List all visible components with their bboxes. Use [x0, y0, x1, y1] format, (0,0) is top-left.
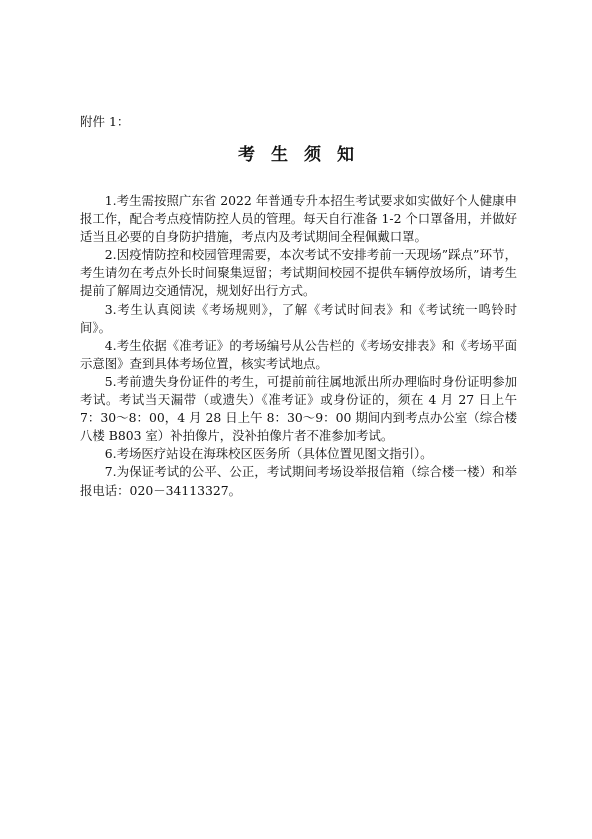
page-title: 考生须知 [238, 145, 370, 165]
notice-item-5: 5.考前遗失身份证件的考生，可提前前往属地派出所办理临时身份证明参加考试。考试当天漏带（或遗失）《准考证》或身份证的，须在 4 月 27 日上午 7：30～8：00，4 月 28 日上午 8：30～9：00 期间内到考点办公室（综合楼八楼 B803 室）补拍像片，没补拍像片者不准参加考试。 [80, 373, 517, 444]
notice-item-4: 4.考生依据《准考证》的考场编号从公告栏的《考场安排表》和《考场平面示意图》查到具体考场位置，核实考试地点。 [80, 337, 517, 371]
notice-item-6: 6.考场医疗站设在海珠校区医务所（具体位置见图文指引）。 [104, 446, 433, 462]
notice-body [80, 192, 517, 500]
notice-item-1: 1.考生需按照广东省 2022 年普通专升本招生考试要求如实做好个人健康申报工作，配合考点疫情防控人员的管理。每天自行准备 1-2 个口罩备用，并做好适当且必要的自身防护措施，考点内及考试期间全程佩戴口罩。 [80, 193, 517, 245]
attachment-label: 附件 1： [80, 114, 130, 129]
notice-item-7: 7.为保证考试的公平、公正，考试期间考场设举报信箱（综合楼一楼）和举报电话：020－34113327。 [80, 464, 517, 498]
notice-item-2: 2.因疫情防控和校园管理需要，本次考试不安排考前一天现场”踩点”环节，考生请勿在考点外长时间聚集逗留；考试期间校园不提供车辆停放场所，请考生提前了解周边交通情况，规划好出行方式。 [80, 247, 517, 299]
notice-item-3: 3.考生认真阅读《考场规则》，了解《考试时间表》和《考试统一鸣铃时间》。 [80, 301, 517, 335]
